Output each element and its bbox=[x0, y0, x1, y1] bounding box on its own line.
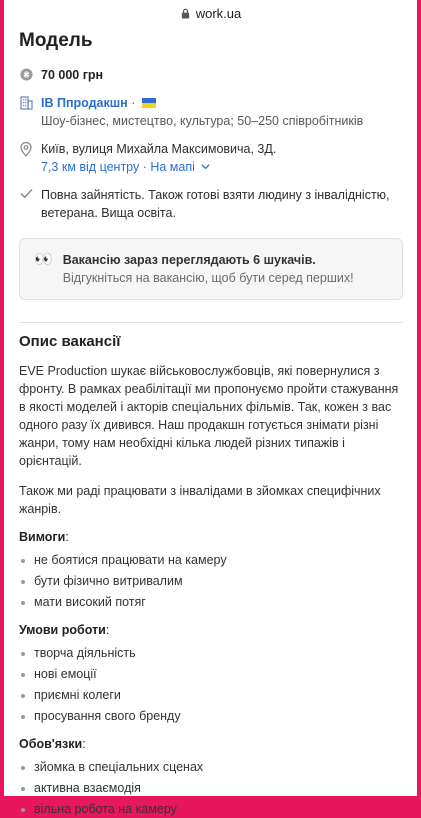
company-separator: · bbox=[127, 96, 139, 110]
eyes-icon: 👀 bbox=[34, 251, 53, 268]
distance-link[interactable]: 7,3 км від центру bbox=[41, 160, 140, 174]
location-row bbox=[19, 140, 403, 176]
requirements-heading: Вимоги: bbox=[19, 530, 69, 544]
list-item: зйомка в спеціальних сценах bbox=[19, 759, 403, 776]
description-heading: Опис вакансії bbox=[19, 333, 121, 350]
url-text: work.ua bbox=[195, 5, 242, 21]
company-description: Шоу-бізнес, мистецтво, культура; 50–250 співробітників bbox=[41, 114, 364, 128]
map-link-label: На мапі bbox=[150, 160, 195, 174]
salary-value: 70 000 грн bbox=[41, 68, 104, 82]
company-row bbox=[19, 94, 403, 130]
duties-heading: Обов'язки: bbox=[19, 737, 86, 751]
address-text: Київ, вулиця Михайла Максимовича, 3Д. bbox=[41, 142, 277, 156]
list-item: мати високий потяг bbox=[19, 594, 403, 611]
requirements-list bbox=[19, 552, 403, 611]
map-link[interactable] bbox=[150, 160, 210, 174]
list-item: нові емоції bbox=[19, 666, 403, 683]
location-dot: · bbox=[139, 160, 151, 174]
address-bar[interactable] bbox=[4, 0, 417, 26]
divider bbox=[19, 322, 403, 323]
chevron-down-icon bbox=[201, 163, 210, 170]
list-item: творча діяльність bbox=[19, 645, 403, 662]
list-item: активна взаємодія bbox=[19, 780, 403, 797]
description-paragraph: Також ми раді працювати з інвалідами в зйомках специфічних жанрів. bbox=[19, 484, 381, 516]
page-title: Модель bbox=[19, 30, 93, 51]
map-pin-icon bbox=[19, 140, 33, 157]
building-icon bbox=[19, 94, 33, 110]
job-content bbox=[4, 30, 417, 818]
notice-title: Вакансію зараз переглядають 6 шукачів. bbox=[62, 253, 316, 267]
employment-row bbox=[19, 186, 403, 222]
viewers-notice bbox=[19, 238, 403, 300]
notice-subtitle: Відгукніться на вакансію, щоб бути серед перших! bbox=[62, 271, 354, 285]
conditions-list bbox=[19, 645, 403, 725]
list-item: приємні колеги bbox=[19, 687, 403, 704]
list-item: просування свого бренду bbox=[19, 708, 403, 725]
conditions-heading: Умови роботи: bbox=[19, 623, 110, 637]
list-item: бути фізично витривалим bbox=[19, 573, 403, 590]
company-link[interactable]: IB Ппродакшн bbox=[41, 96, 128, 110]
ukraine-flag-icon bbox=[142, 98, 156, 108]
list-item: не боятися працювати на камеру bbox=[19, 552, 403, 569]
check-icon bbox=[19, 186, 33, 199]
duties-list bbox=[19, 759, 403, 818]
lock-icon bbox=[180, 8, 191, 19]
list-item: вільна робота на камеру bbox=[19, 801, 403, 818]
salary-row bbox=[19, 66, 403, 84]
svg-text:₴: ₴ bbox=[23, 69, 29, 80]
description-paragraph: EVE Production шукає військовослужбовців, які повернулися з фронту. В рамках реабілітації ми пропонуємо пройти стажування в якості моделей і акторів спеціальних фільмів. Так, кожен з вас одного разу їх дивився. Наш продакшн готується знімати різні жанри, тому нам необхідні кілька людей різних типажів і орієнтацій. bbox=[19, 364, 399, 468]
browser-frame bbox=[4, 0, 417, 816]
coin-icon bbox=[19, 66, 33, 81]
employment-text: Повна зайнятість. Також готові взяти людину з інвалідністю, ветерана. Вища освіта. bbox=[41, 188, 390, 220]
